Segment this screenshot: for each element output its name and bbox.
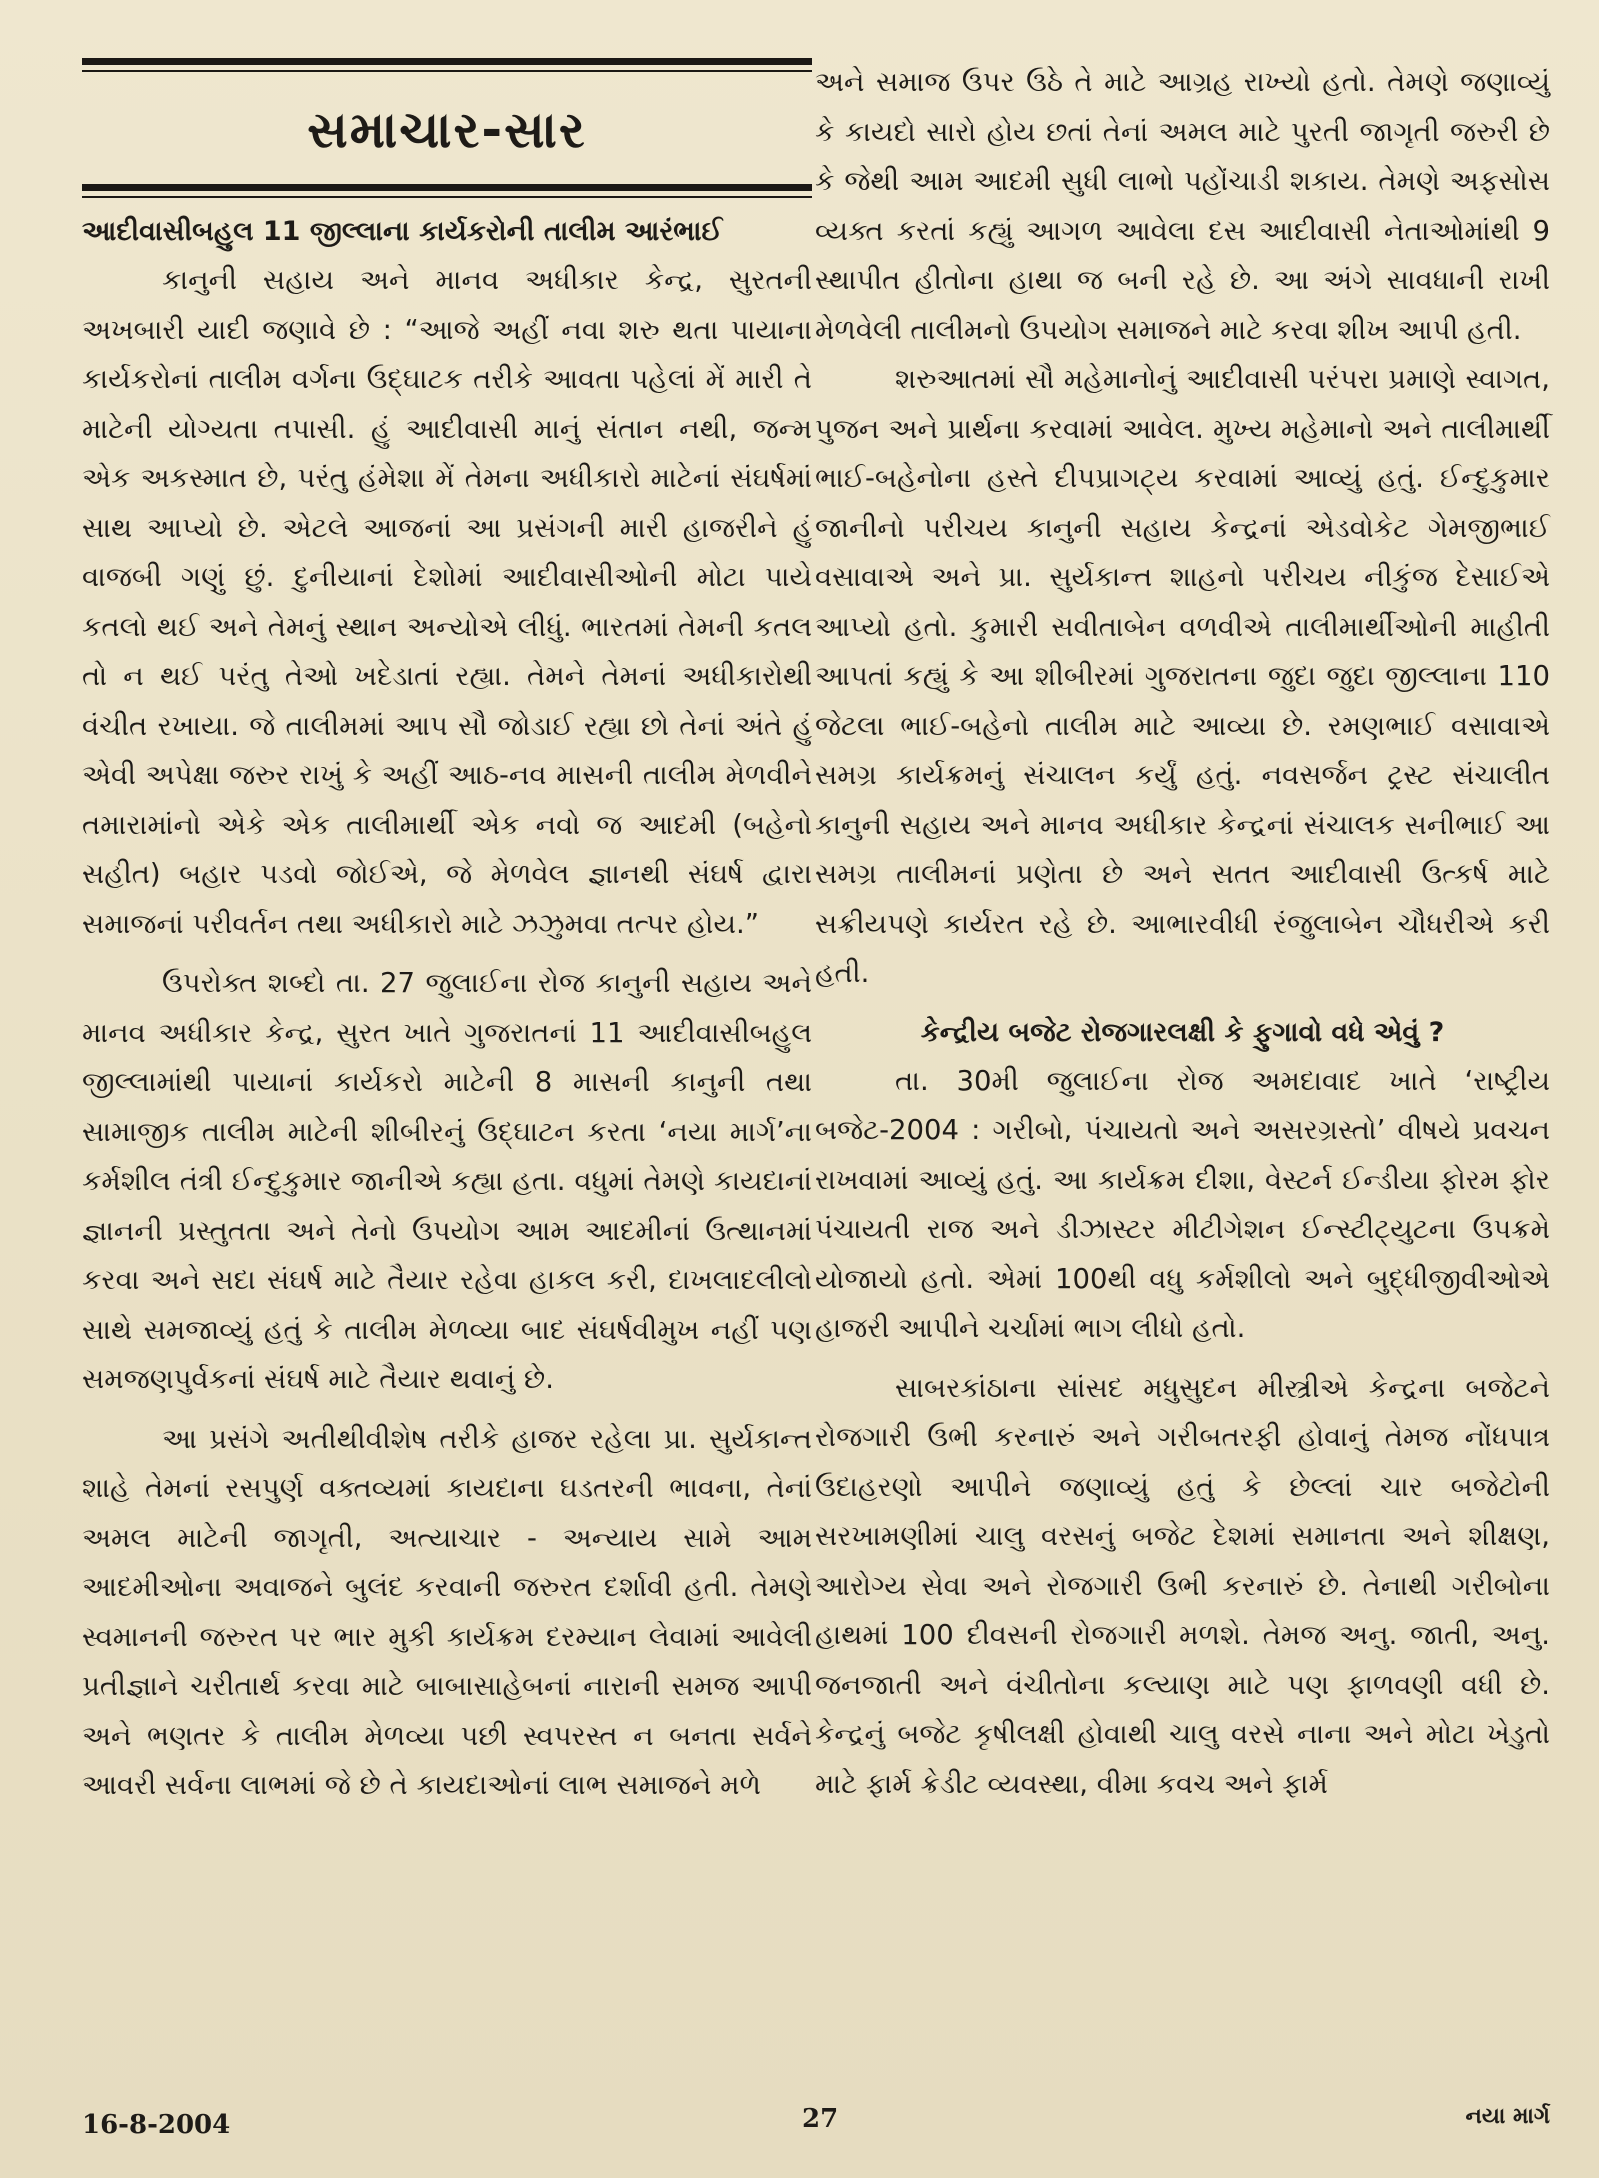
issue-date: 16-8-2004	[82, 2110, 231, 2140]
article1-paragraph-1: કાનુની સહાય અને માનવ અધીકાર કેન્દ્ર, સુરતની અખબારી યાદી જણાવે છે : “આજે અહીં નવા શરુ થતા પાયાના કાર્યકરોનાં તાલીમ વર્ગના ઉદ્ઘાટક તરીકે આવતા પહેલાં મેં મારી તે માટેની યોગ્યતા તપાસી. હું આદીવાસી માનું સંતાન નથી, જન્મ એક અકસ્માત છે, પરંતુ હંમેશા મેં તેમના અધીકારો માટેનાં સંઘર્ષમાં સાથ આપ્યો છે. એટલે આજનાં આ પ્રસંગની મારી હાજરીને હું વાજબી ગણું છું. દુનીયાનાં દેશોમાં આદીવાસીઓની મોટા પાયે કતલો થઈ અને તેમનું સ્થાન અન્યોએ લીધું. ભારતમાં તેમની કતલ તો ન થઈ પરંતુ તેઓ ખદેડાતાં રહ્યા. તેમને તેમનાં અધીકારોથી વંચીત રખાયા. જે તાલીમમાં આપ સૌ જોડાઈ રહ્યા છો તેનાં અંતે હું એવી અપેક્ષા જરુર રાખું કે અહીં આઠ-નવ માસની તાલીમ મેળવીને તમારામાંનો એકે એક તાલીમાર્થી એક નવો જ આદમી (બહેનો સહીત) બહાર પડવો જોઈએ, જે મેળવેલ જ્ઞાનથી સંઘર્ષ દ્વારા સમાજનાં પરીવર્તન તથા અધીકારો માટે ઝઝુમવા તત્પર હોય.”	[82, 264, 812, 940]
section-title: સમાચાર-સાર	[307, 101, 587, 159]
article1-paragraph-3: આ પ્રસંગે અતીથીવીશેષ તરીકે હાજર રહેલા પ્રા. સુર્યકાન્ત શાહે તેમનાં રસપુર્ણ વક્તવ્યમાં કાયદાના ઘડતરની ભાવના, તેનાં અમલ માટેની જાગૃતી, અત્યાચાર - અન્યાય સામે આમ આદમીઓના અવાજને બુલંદ કરવાની જરુરત દર્શાવી હતી. તેમણે સ્વમાનની જરુરત પર ભાર મુકી કાર્યક્રમ દરમ્યાન લેવામાં આવેલી પ્રતીજ્ઞાને ચરીતાર્થ કરવા માટે બાબાસાહેબનાં નારાની સમજ આપી અને ભણતર કે તાલીમ મેળવ્યા પછી સ્વપરસ્ત ન બનતા સર્વને આવરી સર્વના લાભમાં જે છે તે કાયદાઓનાં લાભ સમાજને મળે	[82, 1422, 812, 1801]
bottom-rule	[82, 184, 812, 191]
article1-paragraph-2: ઉપરોક્ત શબ્દો તા. 27 જુલાઈના રોજ કાનુની સહાય અને માનવ અધીકાર કેન્દ્ર, સુરત ખાતે ગુજરાતનાં 11 આદીવાસીબહુલ જીલ્લામાંથી પાયાનાં કાર્યકરો માટેની 8 માસની કાનુની તથા સામાજીક તાલીમ માટેની શીબીરનું ઉદ્ઘાટન કરતા ‘નયા માર્ગ’ના કર્મશીલ તંત્રી ઈન્દુકુમાર જાનીએ કહ્યા હતા. વધુમાં તેમણે કાયદાનાં જ્ઞાનની પ્રસ્તુતતા અને તેનો ઉપયોગ આમ આદમીનાં ઉત્થાનમાં કરવા અને સદા સંઘર્ષ માટે તૈયાર રહેવા હાકલ કરી, દાખલાદલીલો સાથે સમજાવ્યું હતું કે તાલીમ મેળવ્યા બાદ સંઘર્ષવીમુખ નહીં પણ સમજણપુર્વકનાં સંઘર્ષ માટે તૈયાર થવાનું છે.	[82, 967, 812, 1395]
article2-paragraph-2: સાબરકાંઠાના સાંસદ મધુસુદન મીસ્ત્રીએ કેન્દ્રના બજેટને રોજગારી ઉભી કરનારું અને ગરીબતરફી હોવાનું તેમજ નોંધપાત્ર ઉદાહરણો આપીને જણાવ્યું હતું કે છેલ્લાં ચાર બજેટોની સરખામણીમાં ચાલુ વરસનું બજેટ દેશમાં સમાનતા અને શીક્ષણ, આરોગ્ય સેવા અને રોજગારી ઉભી કરનારું છે. તેનાથી ગરીબોના હાથમાં 100 દીવસની રોજગારી મળશે. તેમજ અનુ. જાતી, અનુ. જનજાતી અને વંચીતોના કલ્યાણ માટે પણ ફાળવણી વધી છે. કેન્દ્રનું બજેટ કૃષીલક્ષી હોવાથી ચાલુ વરસે નાના અને મોટા ખેડુતો માટે ફાર્મ ક્રેડીટ વ્યવસ્થા, વીમા કવચ અને ફાર્મ	[815, 1371, 1550, 1800]
page-number: 27	[802, 2104, 839, 2134]
masthead-block	[82, 58, 812, 198]
article2-paragraph-1: તા. 30મી જુલાઈના રોજ અમદાવાદ ખાતે ‘રાષ્ટ્રીય બજેટ-2004 : ગરીબો, પંચાયતો અને અસરગ્રસ્તો’ વીષયે પ્રવચન રાખવામાં આવ્યું હતું. આ કાર્યક્રમ દીશા, વેસ્ટર્ન ઈન્ડીયા ફોરમ ફોર પંચાયતી રાજ અને ડીઝાસ્ટર મીટીગેશન ઈન્સ્ટીટ્યુટના ઉપક્રમે યોજાયો હતો. એમાં 100થી વધુ કર્મશીલો અને બુદ્ધીજીવીઓએ હાજરી આપીને ચર્ચામાં ભાગ લીધો હતો.	[815, 1064, 1551, 1344]
article1-paragraph-5: શરુઆતમાં સૌ મહેમાનોનું આદીવાસી પરંપરા પ્રમાણે સ્વાગત, પુજન અને પ્રાર્થના કરવામાં આવેલ. મુખ્ય મહેમાનો અને તાલીમાર્થી ભાઈ-બહેનોના હસ્તે દીપપ્રાગટ્ય કરવામાં આવ્યું હતું. ઈન્દુકુમાર જાનીનો પરીચય કાનુની સહાય કેન્દ્રનાં એડવોકેટ ગેમજીભાઈ વસાવાએ અને પ્રા. સુર્યકાન્ત શાહનો પરીચય નીકુંજ દેસાઈએ આપ્યો હતો. કુમારી સવીતાબેન વળવીએ તાલીમાર્થીઓની માહીતી આપતાં કહ્યું કે આ શીબીરમાં ગુજરાતના જુદા જુદા જીલ્લાના 110 જેટલા ભાઈ-બહેનો તાલીમ માટે આવ્યા છે. રમણભાઈ વસાવાએ સમગ્ર કાર્યક્રમનું સંચાલન કર્યું હતું. નવસર્જન ટ્રસ્ટ સંચાલીત કાનુની સહાય અને માનવ અધીકાર કેન્દ્રનાં સંચાલક સનીભાઈ આ સમગ્ર તાલીમનાં પ્રણેતા છે અને સતત આદીવાસી ઉત્કર્ષ માટે સક્રીયપણે કાર્યરત રહે છે. આભારવીધી રંજુલાબેન ચૌધરીએ કરી હતી.	[815, 363, 1550, 989]
magazine-name: નયા માર્ગ	[1465, 2104, 1550, 2129]
page-footer	[82, 2104, 1550, 2150]
article2-headline: કેન્દ્રીય બજેટ રોજગારલક્ષી કે ફુગાવો વધે એવું ?	[920, 1016, 1445, 1048]
article1-paragraph-4: અને સમાજ ઉપર ઉઠે તે માટે આગ્રહ રાખ્યો હતો. તેમણે જણાવ્યું કે કાયદો સારો હોય છતાં તેનાં અમલ માટે પુરતી જાગૃતી જરુરી છે કે જેથી આમ આદમી સુધી લાભો પહોંચાડી શકાય. તેમણે અફસોસ વ્યક્ત કરતાં કહ્યું આગળ આવેલા દસ આદીવાસી નેતાઓમાંથી 9 સ્થાપીત હીતોના હાથા જ બની રહે છે. આ અંગે સાવધાની રાખી મેળવેલી તાલીમનો ઉપયોગ સમાજને માટે કરવા શીખ આપી હતી.	[815, 66, 1550, 346]
article1-headline: આદીવાસીબહુલ 11 જીલ્લાના કાર્યકરોની તાલીમ આરંભાઈ	[82, 216, 723, 247]
right-column	[815, 58, 1550, 1809]
top-rule-thin	[82, 70, 812, 72]
left-column	[82, 58, 812, 1811]
top-rule	[82, 58, 812, 65]
bottom-rule-thin	[82, 196, 812, 198]
